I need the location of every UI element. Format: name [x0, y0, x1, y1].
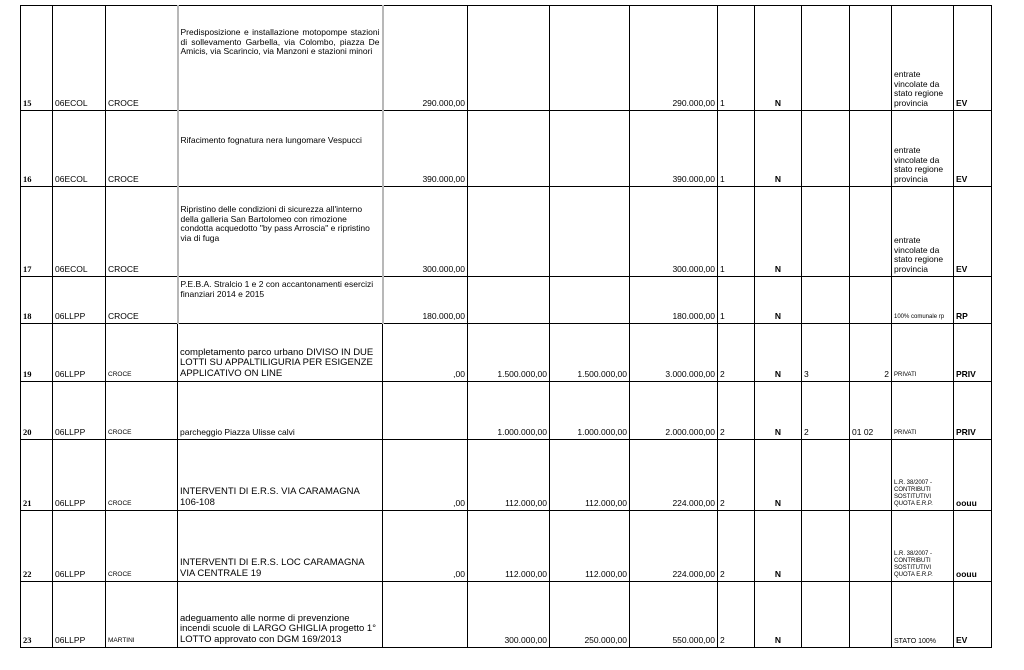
amount-year-2: 112.000,00 — [468, 440, 550, 511]
responsible: CROCE — [106, 511, 178, 582]
typology-code — [850, 440, 892, 511]
category-code — [802, 6, 850, 111]
table-row — [21, 111, 992, 187]
priority: 2 — [718, 324, 755, 382]
amount-year-2 — [468, 277, 550, 324]
table-row — [21, 382, 992, 440]
program-table — [20, 5, 992, 648]
amount-total: 390.000,00 — [630, 111, 718, 187]
funding-type: EV — [954, 6, 992, 111]
amount-year-1: 300.000,00 — [383, 187, 468, 277]
priority: 1 — [718, 111, 755, 187]
flag: N — [755, 511, 802, 582]
row-number: 21 — [21, 440, 53, 511]
typology-code: 2 — [850, 324, 892, 382]
flag: N — [755, 111, 802, 187]
amount-year-1: 180.000,00 — [383, 277, 468, 324]
intervention-description: Ripristino delle condizioni di sicurezza all'interno della galleria San Bartolomeo con rimozione condotta acquedotto "by pass Arroscia" e ripristino via di fuga — [178, 187, 383, 277]
intervention-description: Rifacimento fognatura nera lungomare Vespucci — [178, 111, 383, 187]
category-code — [802, 511, 850, 582]
funding-source: entrate vincolate da stato regione provincia — [892, 6, 954, 111]
flag: N — [755, 324, 802, 382]
category-code: 2 — [802, 382, 850, 440]
funding-type: oouu — [954, 440, 992, 511]
priority: 2 — [718, 582, 755, 648]
flag: N — [755, 6, 802, 111]
row-number: 18 — [21, 277, 53, 324]
amount-year-2 — [468, 6, 550, 111]
funding-type: EV — [954, 582, 992, 648]
amount-year-3: 112.000,00 — [550, 511, 630, 582]
priority: 2 — [718, 440, 755, 511]
amount-total: 224.000,00 — [630, 511, 718, 582]
amount-year-3: 1.000.000,00 — [550, 382, 630, 440]
funding-source: entrate vincolate da stato regione provincia — [892, 187, 954, 277]
typology-code — [850, 111, 892, 187]
responsible: CROCE — [106, 111, 178, 187]
amount-year-1 — [383, 582, 468, 648]
intervention-description: adeguamento alle norme di prevenzione incendi scuole di LARGO GHIGLIA progetto 1° LOTTO approvato con DGM 169/2013 — [178, 582, 383, 648]
intervention-description: Predisposizione e installazione motopompe stazioni di sollevamento Garbella, via Colombo, piazza De Amicis, via Scarincio, via Manzoni e stazioni minori — [178, 6, 383, 111]
funding-source: L.R. 38/2007 - CONTRIBUTI SOSTITUTIVI QUOTA E.R.P. — [892, 511, 954, 582]
row-number: 17 — [21, 187, 53, 277]
amount-total: 2.000.000,00 — [630, 382, 718, 440]
amount-total: 224.000,00 — [630, 440, 718, 511]
funding-source: PRIVATI — [892, 324, 954, 382]
amount-year-1: ,00 — [383, 440, 468, 511]
responsible: CROCE — [106, 440, 178, 511]
priority: 1 — [718, 187, 755, 277]
amount-total: 550.000,00 — [630, 582, 718, 648]
office-code: 06ECOL — [53, 187, 106, 277]
office-code: 06LLPP — [53, 582, 106, 648]
funding-type: PRIV — [954, 324, 992, 382]
flag: N — [755, 440, 802, 511]
amount-year-3: 112.000,00 — [550, 440, 630, 511]
funding-source: L.R. 38/2007 - CONTRIBUTI SOSTITUTIVI QUOTA E.R.P. — [892, 440, 954, 511]
intervention-description: parcheggio Piazza Ulisse calvi — [178, 382, 383, 440]
office-code: 06LLPP — [53, 440, 106, 511]
amount-year-2: 1.500.000,00 — [468, 324, 550, 382]
responsible: CROCE — [106, 324, 178, 382]
flag: N — [755, 187, 802, 277]
responsible: CROCE — [106, 187, 178, 277]
funding-type: PRIV — [954, 382, 992, 440]
typology-code: 01 02 — [850, 382, 892, 440]
table-row — [21, 511, 992, 582]
row-number: 23 — [21, 582, 53, 648]
typology-code — [850, 582, 892, 648]
amount-total: 3.000.000,00 — [630, 324, 718, 382]
office-code: 06LLPP — [53, 382, 106, 440]
office-code: 06LLPP — [53, 324, 106, 382]
responsible: CROCE — [106, 277, 178, 324]
funding-source: 100% comunale rp — [892, 277, 954, 324]
flag: N — [755, 582, 802, 648]
table-row — [21, 440, 992, 511]
amount-year-3 — [550, 187, 630, 277]
amount-total: 290.000,00 — [630, 6, 718, 111]
table-row — [21, 277, 992, 324]
category-code — [802, 277, 850, 324]
amount-total: 180.000,00 — [630, 277, 718, 324]
amount-year-1: ,00 — [383, 511, 468, 582]
table-row — [21, 6, 992, 111]
amount-year-3: 250.000,00 — [550, 582, 630, 648]
amount-year-2: 300.000,00 — [468, 582, 550, 648]
funding-source: STATO 100% — [892, 582, 954, 648]
intervention-description: INTERVENTI DI E.R.S. LOC CARAMAGNA VIA CENTRALE 19 — [178, 511, 383, 582]
priority: 1 — [718, 277, 755, 324]
amount-year-3 — [550, 277, 630, 324]
category-code — [802, 111, 850, 187]
intervention-description: P.E.B.A. Stralcio 1 e 2 con accantonamenti esercizi finanziari 2014 e 2015 — [178, 277, 383, 324]
priority: 1 — [718, 6, 755, 111]
flag: N — [755, 277, 802, 324]
category-code: 3 — [802, 324, 850, 382]
typology-code — [850, 6, 892, 111]
category-code — [802, 187, 850, 277]
priority: 2 — [718, 511, 755, 582]
office-code: 06LLPP — [53, 511, 106, 582]
amount-year-1: ,00 — [383, 324, 468, 382]
amount-year-1: 290.000,00 — [383, 6, 468, 111]
amount-year-2: 112.000,00 — [468, 511, 550, 582]
category-code — [802, 440, 850, 511]
funding-type: oouu — [954, 511, 992, 582]
priority: 2 — [718, 382, 755, 440]
office-code: 06ECOL — [53, 6, 106, 111]
row-number: 19 — [21, 324, 53, 382]
responsible: CROCE — [106, 382, 178, 440]
table-row — [21, 324, 992, 382]
typology-code — [850, 511, 892, 582]
intervention-description: completamento parco urbano DIVISO IN DUE LOTTI SU APPALTILIGURIA PER ESIGENZE APPLICATIVO ON LINE — [178, 324, 383, 382]
funding-type: EV — [954, 187, 992, 277]
amount-total: 300.000,00 — [630, 187, 718, 277]
amount-year-2: 1.000.000,00 — [468, 382, 550, 440]
responsible: CROCE — [106, 6, 178, 111]
table-row — [21, 582, 992, 648]
typology-code — [850, 277, 892, 324]
row-number: 20 — [21, 382, 53, 440]
table-row — [21, 187, 992, 277]
row-number: 22 — [21, 511, 53, 582]
category-code — [802, 582, 850, 648]
row-number: 16 — [21, 111, 53, 187]
funding-type: EV — [954, 111, 992, 187]
funding-source: PRIVATI — [892, 382, 954, 440]
amount-year-1 — [383, 382, 468, 440]
responsible: MARTINI — [106, 582, 178, 648]
intervention-description: INTERVENTI DI E.R.S. VIA CARAMAGNA 106-108 — [178, 440, 383, 511]
amount-year-2 — [468, 187, 550, 277]
amount-year-1: 390.000,00 — [383, 111, 468, 187]
amount-year-3: 1.500.000,00 — [550, 324, 630, 382]
funding-type: RP — [954, 277, 992, 324]
amount-year-3 — [550, 111, 630, 187]
funding-source: entrate vincolate da stato regione provincia — [892, 111, 954, 187]
office-code: 06LLPP — [53, 277, 106, 324]
amount-year-2 — [468, 111, 550, 187]
office-code: 06ECOL — [53, 111, 106, 187]
amount-year-3 — [550, 6, 630, 111]
flag: N — [755, 382, 802, 440]
typology-code — [850, 187, 892, 277]
row-number: 15 — [21, 6, 53, 111]
